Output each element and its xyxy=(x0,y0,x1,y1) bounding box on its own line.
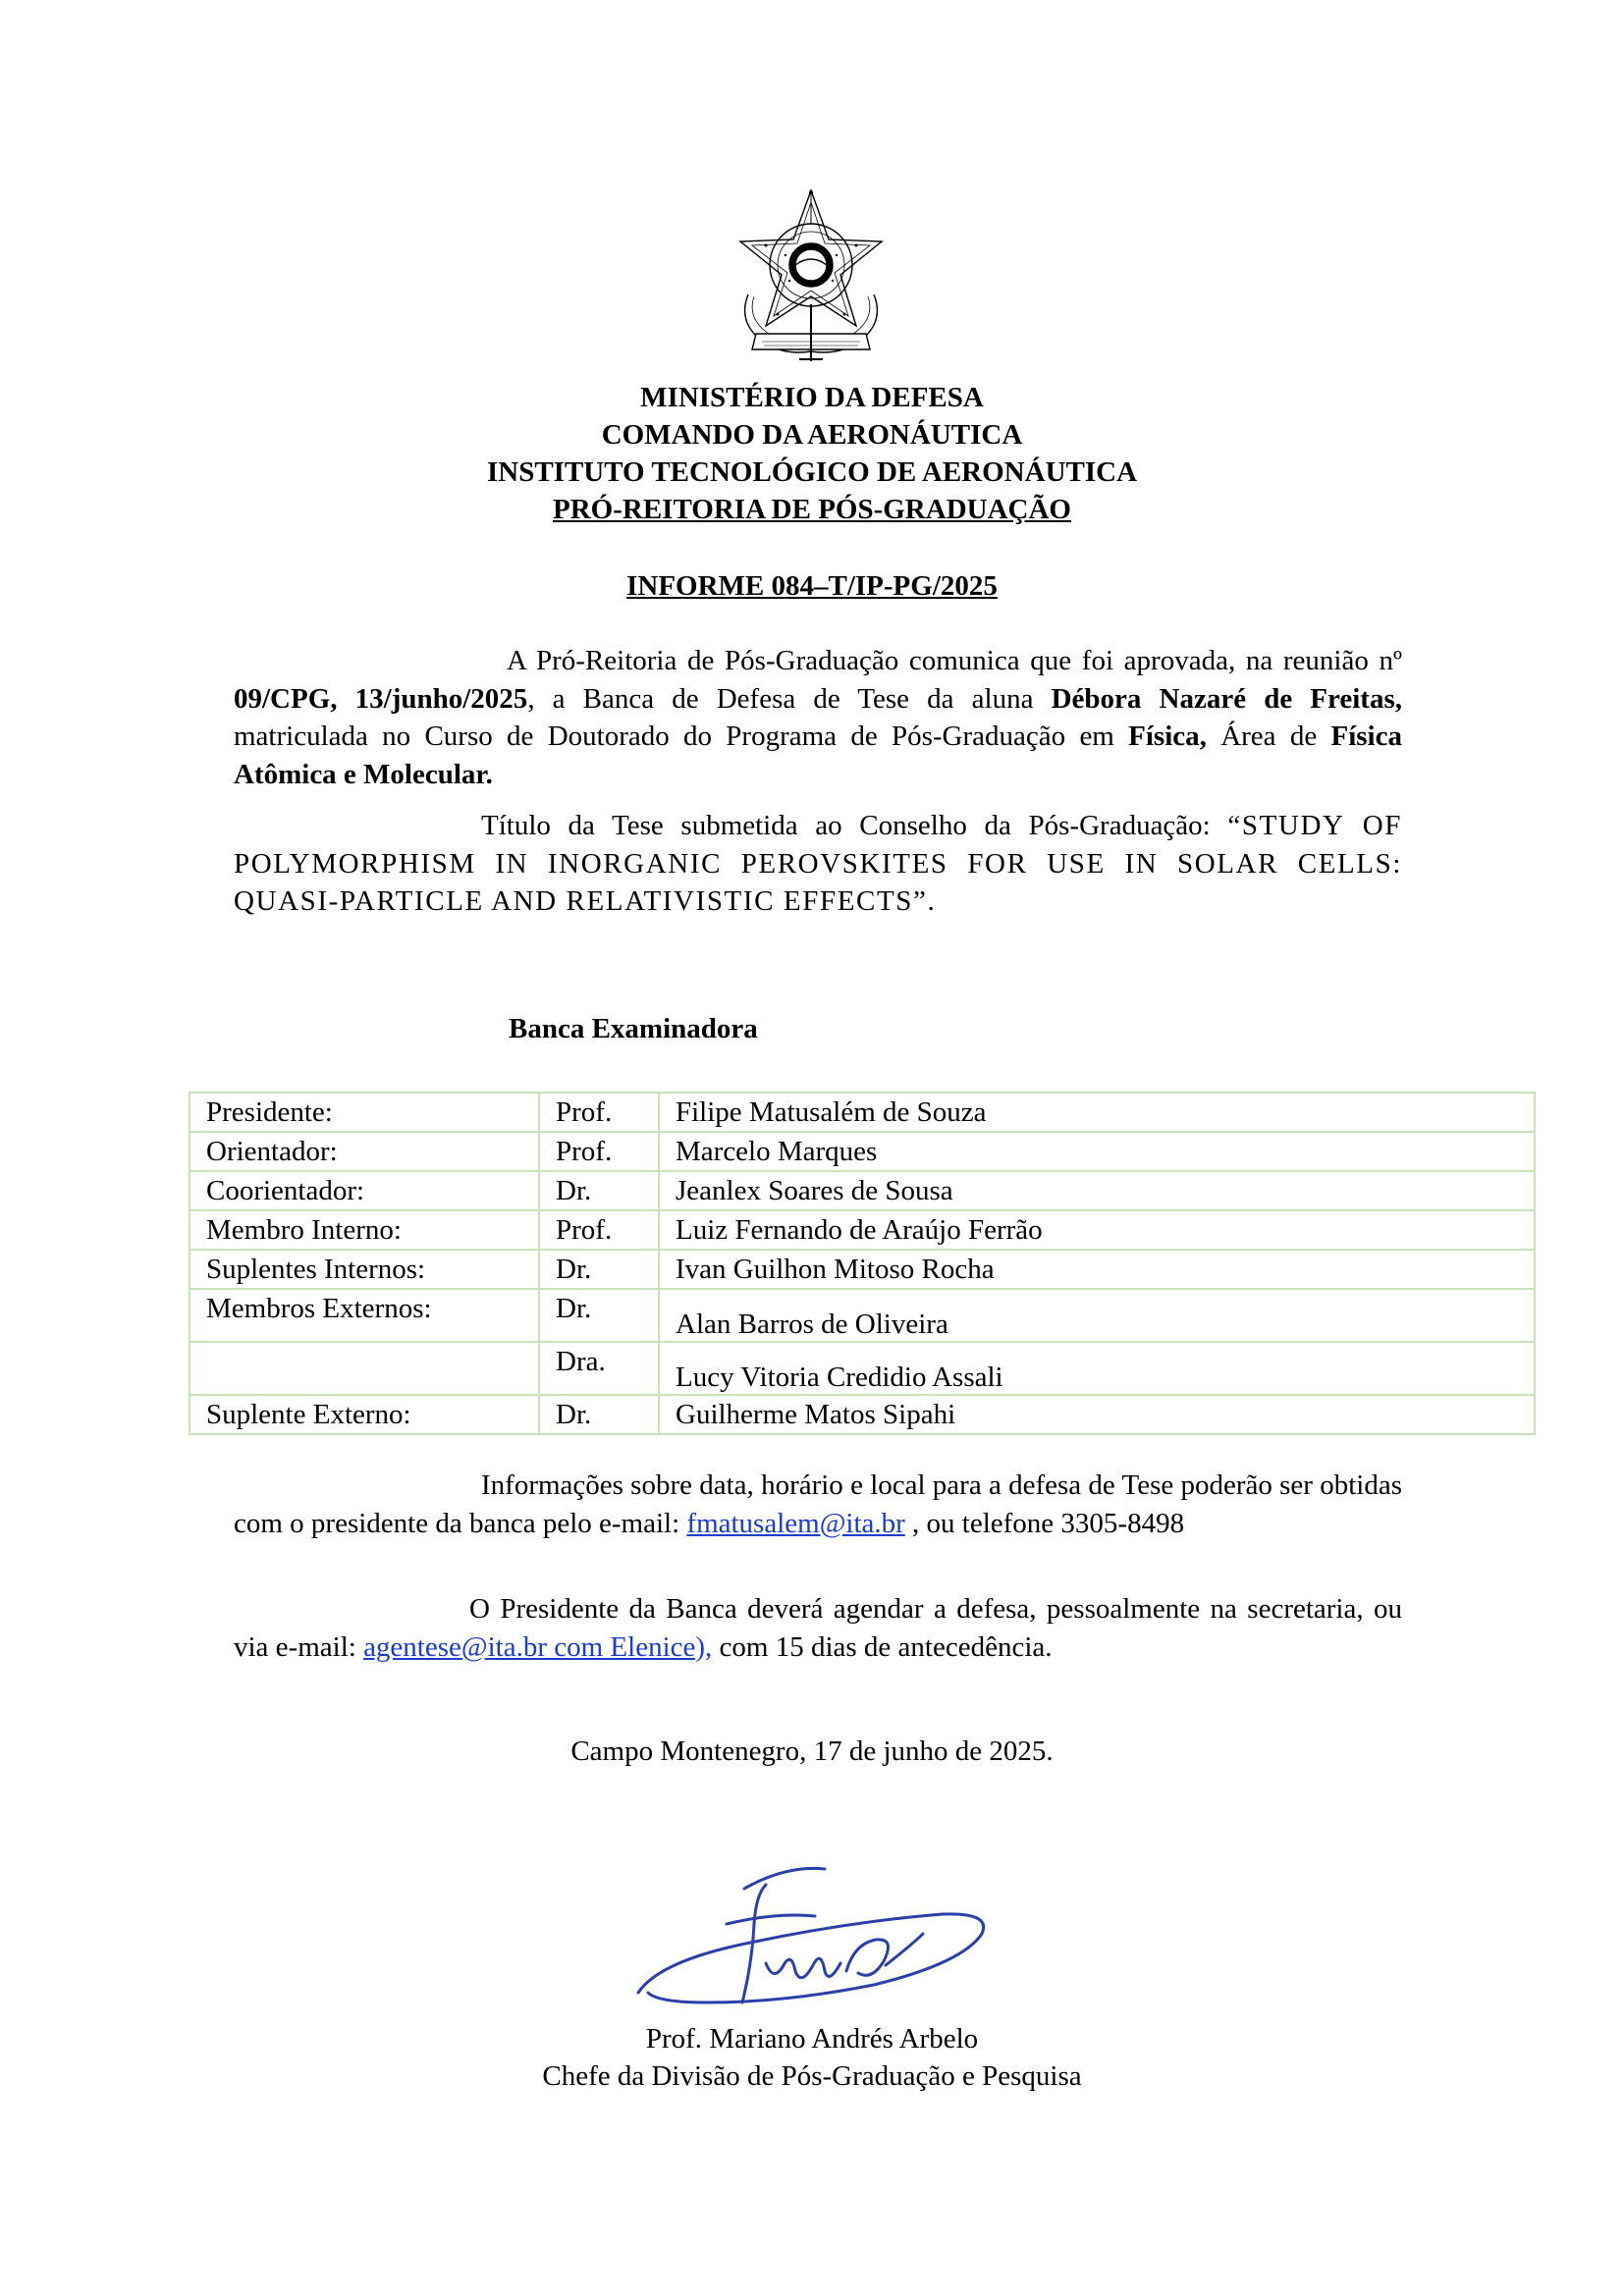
table-row xyxy=(189,1210,1535,1250)
name-cell: Filipe Matusalém de Souza xyxy=(659,1093,1535,1132)
header-ministry: MINISTÉRIO DA DEFESA xyxy=(640,382,984,413)
table-row xyxy=(189,1132,1535,1171)
informe-heading xyxy=(0,567,1624,605)
p4-text-a: O Presidente da Banca deverá agendar a defesa, pessoalmente na secretaria, ou via e-mail: xyxy=(234,1593,1402,1663)
role-cell xyxy=(189,1342,539,1395)
role-cell: Membros Externos: xyxy=(189,1289,539,1342)
p3-text-b: , ou telefone 3305-8498 xyxy=(904,1507,1185,1539)
name-cell: Alan Barros de Oliveira xyxy=(659,1289,1535,1342)
secretariat-email-link[interactable]: agentese@ita.br com Elenice), xyxy=(363,1630,713,1663)
area-name: Física Atômica e Molecular. xyxy=(234,721,1402,790)
table-row xyxy=(189,1289,1535,1342)
title-cell: Dr. xyxy=(539,1395,659,1434)
place-date: Campo Montenegro, 17 de junho de 2025. xyxy=(570,1735,1054,1767)
role-cell: Orientador: xyxy=(189,1132,539,1171)
title-cell: Dra. xyxy=(539,1342,659,1395)
p1-text-c: , a Banca de Defesa de Tese da aluna xyxy=(527,682,1052,715)
p2-text-a: Título da Tese submetida ao Conselho da Pós-Graduação: xyxy=(481,810,1228,841)
name-cell: Luiz Fernando de Araújo Ferrão xyxy=(659,1210,1535,1250)
student-name: Débora Nazaré de Freitas, xyxy=(1051,682,1402,715)
banca-table xyxy=(189,1092,1536,1435)
president-email-link[interactable]: fmatusalem@ita.br xyxy=(686,1507,905,1539)
name-cell: Guilherme Matos Sipahi xyxy=(659,1395,1535,1434)
signer-name: Prof. Mariano Andrés Arbelo xyxy=(645,2023,979,2055)
table-row xyxy=(189,1342,1535,1395)
title-cell: Dr. xyxy=(539,1171,659,1210)
signer-role: Chefe da Divisão de Pós-Graduação e Pesquisa xyxy=(542,2060,1082,2092)
header-command: COMANDO DA AERONÁUTICA xyxy=(601,419,1023,451)
institution-header xyxy=(0,379,1624,528)
signer-block xyxy=(0,2020,1624,2095)
table-row xyxy=(189,1093,1535,1132)
table-row xyxy=(189,1171,1535,1210)
header-pro-rectory: PRÓ-REITORIA DE PÓS-GRADUAÇÃO xyxy=(553,494,1071,525)
table-row xyxy=(189,1395,1535,1434)
title-cell: Dr. xyxy=(539,1289,659,1342)
name-cell: Marcelo Marques xyxy=(659,1132,1535,1171)
meeting-reference: 09/CPG, 13/junho/2025 xyxy=(234,682,528,715)
scheduling-paragraph xyxy=(234,1590,1402,1666)
p3-text-a: Informações sobre data, horário e local para a defesa de Tese poderão ser obtidas com o presidente da banca pelo e-mail: xyxy=(234,1469,1402,1539)
approval-paragraph xyxy=(234,642,1402,793)
program-name: Física, xyxy=(1128,721,1207,752)
p1-text-e: matriculada no Curso de Doutorado do Programa de Pós-Graduação em xyxy=(234,721,1129,752)
title-cell: Dr. xyxy=(539,1250,659,1289)
table-row xyxy=(189,1250,1535,1289)
contact-paragraph xyxy=(234,1467,1402,1542)
name-cell: Jeanlex Soares de Sousa xyxy=(659,1171,1535,1210)
role-cell: Suplentes Internos: xyxy=(189,1250,539,1289)
title-cell: Prof. xyxy=(539,1132,659,1171)
role-cell: Coorientador: xyxy=(189,1171,539,1210)
title-cell: Prof. xyxy=(539,1093,659,1132)
p1-text-a: A Pró-Reitoria de Pós-Graduação comunica que foi aprovada, na reunião nº xyxy=(507,645,1402,676)
role-cell: Membro Interno: xyxy=(189,1210,539,1250)
title-cell: Prof. xyxy=(539,1210,659,1250)
coat-of-arms-seal xyxy=(727,187,895,368)
name-cell: Lucy Vitoria Credidio Assali xyxy=(659,1342,1535,1395)
header-institute: INSTITUTO TECNOLÓGICO DE AERONÁUTICA xyxy=(486,456,1138,488)
p4-text-b: com 15 dias de antecedência. xyxy=(712,1630,1053,1663)
informe-number: INFORME 084–T/IP-PG/2025 xyxy=(626,570,998,602)
handwritten-signature xyxy=(619,1855,1011,2027)
banca-title: Banca Examinadora xyxy=(509,1013,758,1044)
thesis-title: “STUDY OF POLYMORPHISM IN INORGANIC PEROVSKITES FOR USE IN SOLAR CELLS: QUASI-PARTICLE AND RELATIVISTIC EFFECTS”. xyxy=(234,810,1402,917)
role-cell: Presidente: xyxy=(189,1093,539,1132)
p1-text-g: Área de xyxy=(1206,721,1331,752)
name-cell: Ivan Guilhon Mitoso Rocha xyxy=(659,1250,1535,1289)
thesis-title-paragraph xyxy=(234,807,1402,921)
role-cell: Suplente Externo: xyxy=(189,1395,539,1434)
